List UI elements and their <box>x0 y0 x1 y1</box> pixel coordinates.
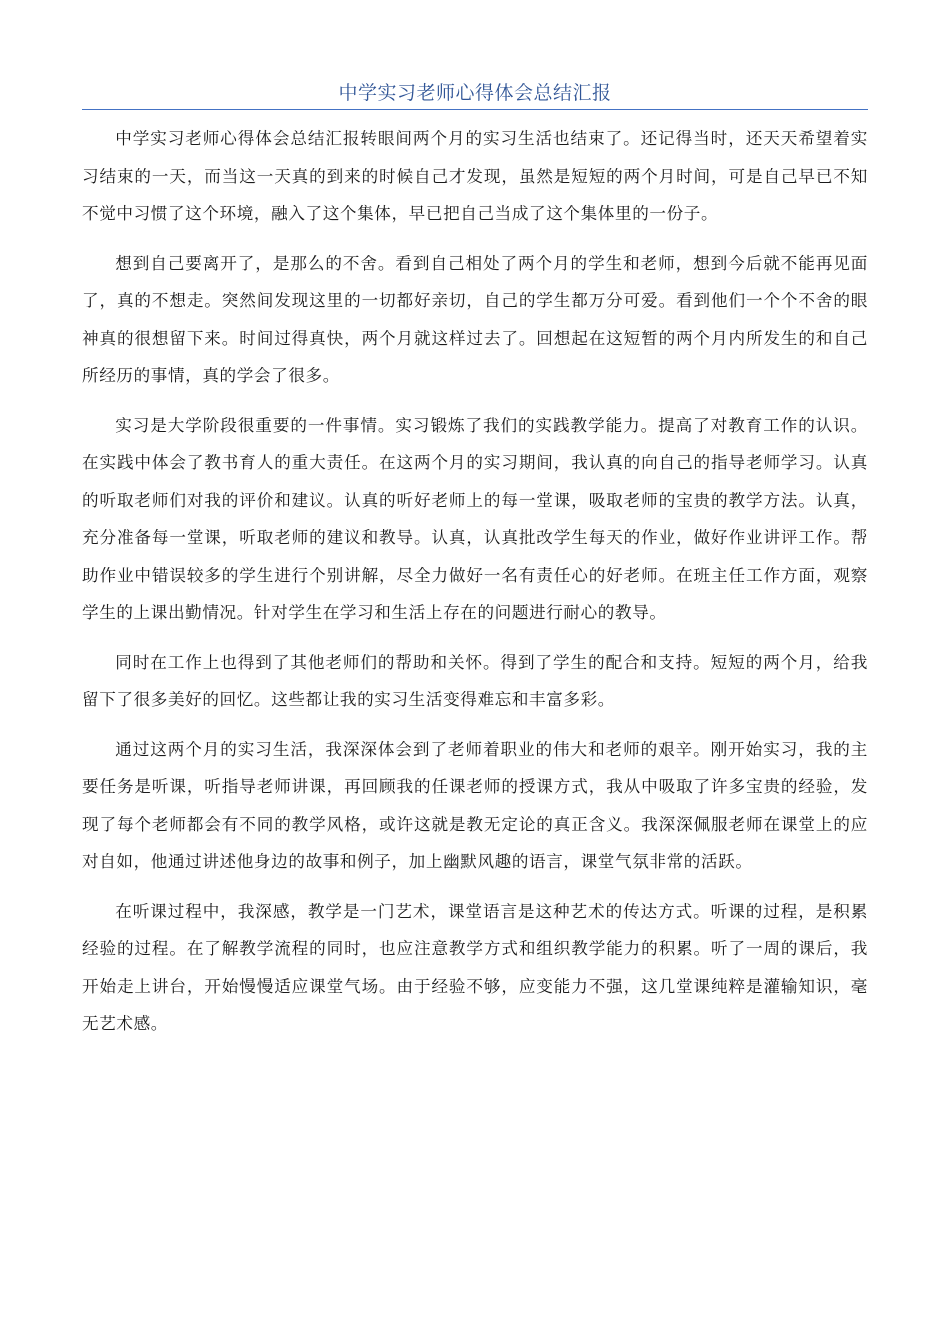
paragraph-2: 想到自己要离开了，是那么的不舍。看到自己相处了两个月的学生和老师，想到今后就不能再见面了，真的不想走。突然间发现这里的一切都好亲切，自己的学生都万分可爱。看到他们一个个不舍的眼神真的很想留下来。时间过得真快，两个月就这样过去了。回想起在这短暂的两个月内所发生的和自己所经历的事情，真的学会了很多。 <box>82 253 868 385</box>
title-divider <box>82 109 868 110</box>
paragraph-6: 在听课过程中，我深感，教学是一门艺术，课堂语言是这种艺术的传达方式。听课的过程，是积累经验的过程。在了解教学流程的同时，也应注意教学方式和组织教学能力的积累。听了一周的课后，我开始走上讲台，开始慢慢适应课堂气场。由于经验不够，应变能力不强，这几堂课纯粹是灌输知识，毫无艺术感。 <box>82 901 868 1033</box>
document-body <box>82 120 868 1055</box>
paragraph-3: 实习是大学阶段很重要的一件事情。实习锻炼了我们的实践教学能力。提高了对教育工作的认识。在实践中体会了教书育人的重大责任。在这两个月的实习期间，我认真的向自己的指导老师学习。认真的听取老师们对我的评价和建议。认真的听好老师上的每一堂课，吸取老师的宝贵的教学方法。认真，充分准备每一堂课，听取老师的建议和教导。认真，认真批改学生每天的作业，做好作业讲评工作。帮助作业中错误较多的学生进行个别讲解，尽全力做好一名有责任心的好老师。在班主任工作方面，观察学生的上课出勤情况。针对学生在学习和生活上存在的问题进行耐心的教导。 <box>82 415 868 622</box>
paragraph-5: 通过这两个月的实习生活，我深深体会到了老师着职业的伟大和老师的艰辛。刚开始实习，我的主要任务是听课，听指导老师讲课，再回顾我的任课老师的授课方式，我从中吸取了许多宝贵的经验，发现了每个老师都会有不同的教学风格，或许这就是教无定论的真正含义。我深深佩服老师在课堂上的应对自如，他通过讲述他身边的故事和例子，加上幽默风趣的语言，课堂气氛非常的活跃。 <box>82 739 868 871</box>
paragraph-4: 同时在工作上也得到了其他老师们的帮助和关怀。得到了学生的配合和支持。短短的两个月，给我留下了很多美好的回忆。这些都让我的实习生活变得难忘和丰富多彩。 <box>82 652 868 709</box>
document-title: 中学实习老师心得体会总结汇报 <box>338 82 612 104</box>
paragraph-1: 中学实习老师心得体会总结汇报转眼间两个月的实习生活也结束了。还记得当时，还天天希望着实习结束的一天，而当这一天真的到来的时候自己才发现，虽然是短短的两个月时间，可是自己早已不知不觉中习惯了这个环境，融入了这个集体，早已把自己当成了这个集体里的一份子。 <box>82 129 868 223</box>
